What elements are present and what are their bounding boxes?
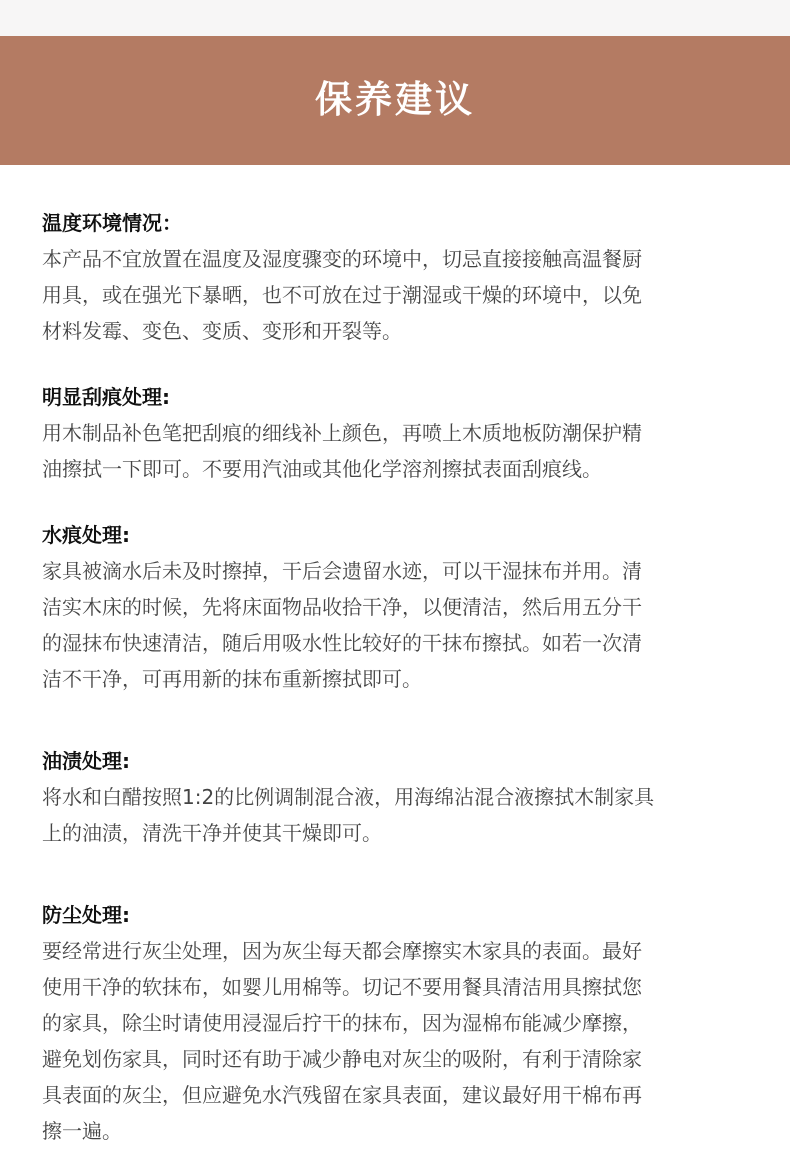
text-line: 洁不干净，可再用新的抹布重新擦拭即可。 — [42, 667, 422, 691]
text-line: 将水和白醋按照1:2的比例调制混合液，用海绵沾混合液擦拭木制家具 — [42, 785, 655, 809]
text-line: 的家具，除尘时请使用浸湿后拧干的抹布，因为湿棉布能减少摩擦， — [42, 1011, 642, 1035]
section-body — [42, 779, 762, 851]
section-dust-treatment — [42, 897, 762, 1149]
title-banner — [0, 36, 790, 165]
section-scratch-treatment — [42, 379, 762, 487]
text-line: 油擦拭一下即可。不要用汽油或其他化学溶剂擦拭表面刮痕线。 — [42, 457, 602, 481]
text-line: 避免划伤家具，同时还有助于减少静电对灰尘的吸附，有利于清除家 — [42, 1047, 642, 1071]
text-line: 擦一遍。 — [42, 1119, 122, 1143]
text-line: 使用干净的软抹布，如婴儿用棉等。切记不要用餐具清洁用具擦拭您 — [42, 975, 642, 999]
text-line: 洁实木床的时候，先将床面物品收拾干净，以便清洁，然后用五分干 — [42, 595, 642, 619]
section-body — [42, 241, 762, 349]
section-heading: 油渍处理: — [42, 749, 130, 773]
text-line: 的湿抹布快速清洁，随后用吸水性比较好的干抹布擦拭。如若一次清 — [42, 631, 642, 655]
text-line: 用具，或在强光下暴晒，也不可放在过于潮湿或干燥的环境中，以免 — [42, 283, 642, 307]
text-line: 上的油渍，清洗干净并使其干燥即可。 — [42, 821, 382, 845]
care-instructions — [42, 205, 762, 1149]
section-temperature-environment — [42, 205, 762, 349]
section-body — [42, 933, 762, 1149]
section-body — [42, 415, 762, 487]
section-oil-stain-treatment — [42, 743, 762, 851]
text-line: 具表面的灰尘，但应避免水汽残留在家具表面，建议最好用干棉布再 — [42, 1083, 642, 1107]
section-water-mark-treatment — [42, 517, 762, 697]
page-title: 保养建议 — [315, 78, 475, 121]
section-heading: 水痕处理: — [42, 523, 130, 547]
section-heading: 防尘处理: — [42, 903, 130, 927]
section-heading: 温度环境情况： — [42, 211, 182, 235]
text-line: 要经常进行灰尘处理，因为灰尘每天都会摩擦实木家具的表面。最好 — [42, 939, 642, 963]
text-line: 材料发霉、变色、变质、变形和开裂等。 — [42, 319, 402, 343]
text-line: 本产品不宜放置在温度及湿度骤变的环境中，切忌直接接触高温餐厨 — [42, 247, 642, 271]
top-strip — [0, 0, 790, 36]
section-body — [42, 553, 762, 697]
text-line: 家具被滴水后未及时擦掉，干后会遗留水迹，可以干湿抹布并用。清 — [42, 559, 642, 583]
text-line: 用木制品补色笔把刮痕的细线补上颜色，再喷上木质地板防潮保护精 — [42, 421, 642, 445]
section-heading: 明显刮痕处理: — [42, 385, 170, 409]
